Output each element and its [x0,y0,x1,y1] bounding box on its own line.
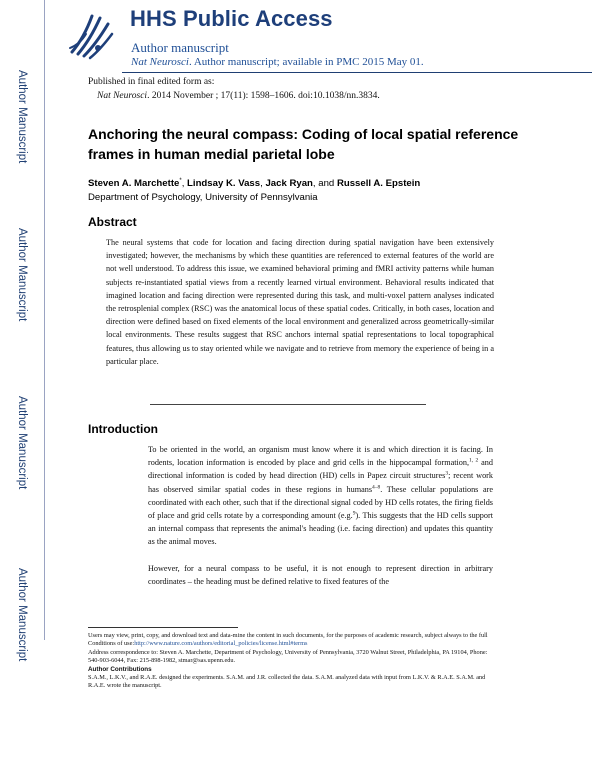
author-contributions-heading: Author Contributions [88,665,152,673]
footnote-divider [88,627,238,628]
author-list [88,178,420,189]
intro-text: ). This suggests that the HD cells support an internal compass that represents the animal's heading (i.e. facing direction) and updates this quantity as the animal moves. [148,511,493,547]
abstract-heading: Abstract [88,215,137,229]
abstract-text: The neural systems that code for location and facing direction during spatial navigation have been extensively investigated; however, the mechanisms by which these quantities are referenced to external features of the world are not well understood. To address this issue, we examined behavioral priming and fMRI activity patterns while human subjects re-instantiated spatial views from a recently learned virtual environment. Behavioral results indicated that imagined location and facing direction were represented during this task, and multi-voxel pattern analyses indicated the retrosplenial complex (RSC) was the anatomical locus of these spatial codes. Critically, in both cases, location and direction were defined based on fixed elements of the local environment and generalized across geometrically-similar local environments. These results suggest that RSC anchors internal spatial representations to local topographical features, thus allowing us to stay oriented while we navigate and to retrieve from memory the experience of being in a particular place. [106,238,494,366]
intro-text: ; recent work has observed similar spatial codes in these regions in humans [148,471,493,494]
intro-paragraph [148,443,493,549]
citation-superscript[interactable]: 3 [445,470,449,477]
author-separator: , [260,178,266,190]
citation-line [97,91,380,101]
article-title: Anchoring the neural compass: Coding of local spatial reference frames in human medial parietal lobe [88,126,519,162]
side-label-author-manuscript: Author Manuscript [16,396,28,490]
footnotes [88,632,498,691]
margin-rule [44,0,45,640]
introduction-body [148,443,493,588]
author-separator: , [181,178,188,190]
introduction-heading: Introduction [88,422,158,436]
intro-paragraph: However, for a neural compass to be useful, it is not enough to represent direction in arbitrary coordinates – the heading must be defined relative to fixed features of the [148,563,493,586]
correspondence-address: Address correspondence to: Steven A. Marchette, Department of Psychology, University of Pennsylvania, 3720 Walnut Street, Philadelphia, PA 19104, Phone: 540-903-6044, Fax: 215-898-1982, stmar@sas.upenn.edu. [88,648,488,665]
corresponding-author-mark: * [179,178,182,184]
author-name: Jack Ryan [265,178,313,190]
citation-journal: Nat Neurosci [97,91,148,101]
terms-of-use [88,632,498,649]
hhs-eagle-logo-icon [62,8,118,64]
pmc-availability-line [131,56,424,68]
intro-text: To be oriented in the world, an organism must know where it is and which direction it is facing. In rodents, location information is encoded by place and grid cells in the hippocampal formation, [148,445,493,468]
side-label-author-manuscript: Author Manuscript [16,228,28,322]
side-label-author-manuscript: Author Manuscript [16,70,28,164]
citation-details: . 2014 November ; 17(11): 1598–1606. doi:10.1038/nn.3834. [147,91,380,101]
abstract-divider [150,404,426,405]
intro-text: and directional information is coded by head direction (HD) cells in Papez circuit structures [148,458,493,481]
hhs-public-access-title: HHS Public Access [130,6,333,31]
author-name: Lindsay K. Vass [187,178,261,190]
citation-superscript[interactable]: 4–8 [372,483,381,490]
citation-superscript[interactable]: 9 [352,510,356,517]
citation-superscript[interactable]: 1, 2 [469,457,479,464]
published-line: Published in final edited form as: [88,77,215,87]
intro-text: . These cellular populations are coordinated with each other, such that if the directional signal coded by HD cells rotates, the firing fields of place and grid cells rotate by a corresponding amount (e.g. [148,484,493,521]
journal-name: Nat Neurosci [131,56,189,68]
author-contributions-text: S.A.M., L.K.V., and R.A.E. designed the experiments. S.A.M. and J.R. collected the data. S.A.M. analyzed data with input from L.K.V. & R.A.E. S.A.M. and R.A.E. wrote the manuscript. [88,674,486,690]
availability-text: . Author manuscript; available in PMC 2015 May 01. [188,56,424,68]
author-name: Russell A. Epstein [336,178,421,190]
side-label-author-manuscript: Author Manuscript [16,568,28,662]
author-name: Steven A. Marchette [88,178,180,190]
terms-text: Users may view, print, copy, and download text and data-mine the content in such documents, for the purposes of academic research, subject always to the full Conditions of use: [88,632,488,648]
header-divider [122,72,592,73]
affiliation: Department of Psychology, University of Pennsylvania [88,192,318,203]
author-manuscript-subtitle: Author manuscript [131,40,229,55]
author-separator: , and [312,178,337,190]
terms-link[interactable]: http://www.nature.com/authors/editorial_policies/license.html#terms [134,640,308,648]
